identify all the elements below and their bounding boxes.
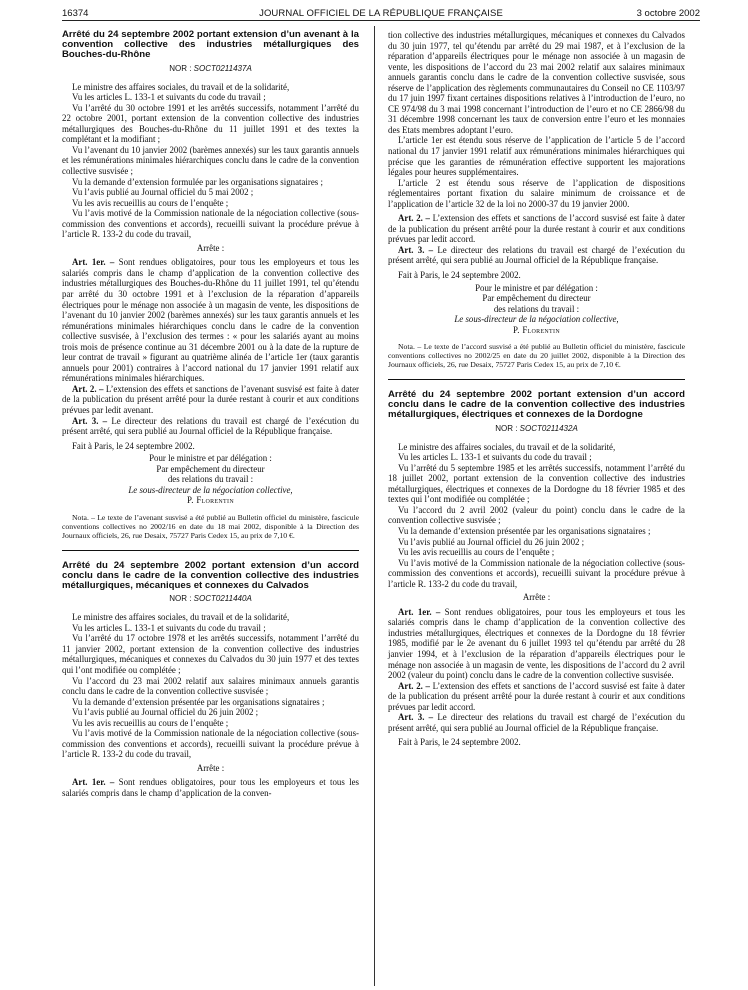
visa: Le ministre des affaires sociales, du travail et de la solidarité, — [398, 441, 616, 452]
visa: Vu l’avis motivé de la Commission nationale de la négociation collective (sous-commission des conventions et accords), recueilli suivant la procédure prévue à l’article R. 133-2 du code du travail, — [388, 557, 685, 589]
right-column — [388, 30, 685, 748]
article-2: Art. 2. – L’extension des effets et sanctions de l’accord susvisé est faite à dater de la publication du présent arrêté pour la durée restant à courir et aux conditions prévues par ledit accord. — [388, 680, 685, 712]
nor-reference: NOR : SOCT0211440A — [169, 594, 252, 604]
section-separator — [62, 550, 359, 551]
article-1: Art. 1er. – Sont rendues obligatoires, pour tous les employeurs et tous les salariés compris dans le champ d’application de la convention collective des industries métallurgiques, électriques et connexes de la Dordogne du 18 février 1985, modifié par le 2e avenant du 6 juillet 1993 tel qu’étendu par arrêté du 28 janvier 1994, et à l’exclusion de la réparation d’appareils électriques pour le ménage non associée à un magasin de vente, les dispositions de l’accord du 2 avril 2002 (valeur du point) conclu dans le cadre de la convention collective susvisée. — [388, 606, 685, 681]
column-divider — [374, 26, 375, 986]
article-2: Art. 2. – L’extension des effets et sanctions de l’accord susvisé est faite à dater de la publication du présent arrêté pour la durée restant à courir et aux conditions prévues par ledit accord. — [388, 213, 685, 245]
visa: Le ministre des affaires sociales, du travail et de la solidarité, — [72, 612, 290, 623]
arrete-title: Arrêté du 24 septembre 2002 portant extension d’un accord conclu dans le cadre de la convention collective des industries métallurgiques, mécaniques et connexes du Calvados — [62, 559, 359, 592]
visa: Vu l’arrêté du 30 octobre 1991 et les arrêtés successifs, notamment l’arrêté du 22 octobre 2001, portant extension de la convention collective des industries métallurgiques des Bouches-du-Rhône du 11 juillet 1991 et des textes la complétant et la modifiant ; — [62, 102, 359, 145]
arrete-bouches-du-rhone — [62, 30, 359, 541]
arrete-calvados — [62, 561, 359, 799]
arrete-calvados-continued — [388, 30, 685, 370]
visa: Vu l’arrêté du 5 septembre 1985 et les arrêtés successifs, notamment l’arrêté du 18 juillet 2002, portant extension de la convention collective des industries métallurgiques, électriques et connexes de la Dordogne du 18 février 1985 et des textes qui l’ont modifiée ou complétée ; — [388, 462, 685, 505]
header-rule — [62, 20, 700, 21]
article-1: Art. 1er. – Sont rendues obligatoires, pour tous les employeurs et tous les salariés compris dans le champ d’application de la convention collective des industries métallurgiques des Bouches-du-Rhône du 11 juillet 1991, tel qu’étendu par arrêté du 30 octobre 1991 et à l’exclusion de la réparation d’appareils électriques pour le ménage non associée à un magasin de vente, les dispositions de l’avenant du 10 janvier 2002 (barèmes annexés) sur les taux garantis annuels et les rémunérations minimales hiérarchiques conclu dans le cadre de la convention collective susvisée, à l’exclusion des termes : « pour les salariés ayant au moins trois mois de présence continue au 31 décembre 2001 ou à la date de la rupture de leur contrat de travail » figurant au quatrième alinéa de l’article 1er (taux garantis annuels pour 2001) contraires à l’accord national du 17 janvier 1991 relatif aux rémunérations minimales hiérarchiques. — [62, 257, 359, 384]
nor-reference: NOR : SOCT0211432A — [495, 423, 578, 433]
visa: Vu l’avis motivé de la Commission nationale de la négociation collective (sous-commission des conventions et accords), recueilli suivant la procédure prévue à l’article R. 133-2 du code du travail, — [62, 728, 359, 760]
page-number: 16374 — [62, 8, 89, 19]
visa: Vu l’avis publié au Journal officiel du 5 mai 2002 ; — [72, 187, 254, 198]
arrete-title: Arrêté du 24 septembre 2002 portant extension d’un accord conclu dans le cadre de la convention collective des industries métallurgiques, électriques et connexes de la Dordogne — [388, 389, 685, 421]
fait-a-paris: Fait à Paris, le 24 septembre 2002. — [72, 440, 195, 451]
article-3: Art. 3. – Le directeur des relations du travail est chargé de l’exécution du présent arrêté, qui sera publié au Journal officiel de la République française. — [388, 244, 685, 266]
visa: Vu l’avenant du 10 janvier 2002 (barèmes annexés) sur les taux garantis annuels et les rémunérations minimales hiérarchiques conclu dans le cadre de la convention collective susvisée ; — [62, 144, 359, 176]
article-1: Art. 1er. – Sont rendues obligatoires, pour tous les employeurs et tous les salariés compris dans le champ d’application de la conven- — [62, 777, 359, 799]
visa: Vu l’avis publié au Journal officiel du 26 juin 2002 ; — [72, 707, 259, 718]
visa: Vu l’arrêté du 17 octobre 1978 et les arrêtés successifs, notamment l’arrêté du 11 janvier 2002, portant extension de la convention collective des industries métallurgiques, mécaniques et connexes du Calvados du 30 juin 1977 et des textes qui l’ont modifiée ou complétée ; — [62, 633, 359, 675]
visa: Vu les articles L. 133-1 et suivants du code du travail ; — [72, 92, 266, 103]
issue-date: 3 octobre 2002 — [636, 8, 700, 19]
article-3: Art. 3. – Le directeur des relations du travail est chargé de l’exécution du présent arrêté, qui sera publié au Journal officiel de la République française. — [388, 712, 685, 733]
signature-block: Pour le ministre et par délégation : Par empêchement du directeur des relations du travail : Le sous-directeur de la négociation collective, P. Florentin — [128, 453, 293, 506]
visa: Vu l’avis motivé de la Commission nationale de la négociation collective (sous-commission des conventions et accords), recueilli suivant la procédure prévue à l’article R. 133-2 du code du travail, — [62, 208, 359, 240]
visa: Vu les articles L. 133-1 et suivants du code du travail ; — [398, 452, 592, 463]
arrete-heading: Arrête : — [522, 592, 551, 603]
nota: Nota. – Le texte de l’avenant susvisé a été publié au Bulletin officiel du ministère, fascicule conventions collectives no 2002/16 en date du 18 mai 2002, disponible à la Direction des Journaux officiels, 26, rue Desaix, 75727 Paris Cedex 15, au prix de 7,10 €. — [62, 512, 359, 540]
visa: Vu l’avis publié au Journal officiel du 26 juin 2002 ; — [398, 536, 585, 547]
arrete-heading: Arrête : — [196, 762, 225, 773]
visa: Vu l’accord du 2 avril 2002 (valeur du point) conclu dans le cadre de la convention collective susvisée ; — [388, 504, 685, 526]
article-1-paragraph: L’article 1er est étendu sous réserve de l’application de l’article 5 de l’accord national du 17 janvier 1991 relatif aux rémunérations minimales hiérarchiques qui précise que les garanties de rémunération effective supportent les majorations légales pour heures supplémentaires. — [388, 135, 685, 178]
article-2: Art. 2. – L’extension des effets et sanctions de l’avenant susvisé est faite à dater de la publication du présent arrêté pour la durée restant à courir et aux conditions prévues par ledit avenant. — [62, 383, 359, 416]
article-1-continued: tion collective des industries métallurgiques, mécaniques et connexes du Calvados du 30 juin 1977, tel qu’étendu par arrêté du 29 mai 1987, et à l’exclusion de la réparation d’appareils électriques pour le ménage non associée à un magasin de vente, les dispositions de l’accord du 23 mai 2002 relatif aux salaires minimaux annuels garantis conclu dans le cadre de la convention collective susvisée, sous réserve de l’application des règlements communautaires du Conseil no CE 1103/97 du 17 juin 1997 fixant certaines dispositions relatives à l’introduction de l’euro, no CE 974/98 du 3 mai 1998 concernant l’introduction de l’euro et no CE 2866/98 du 31 décembre 1998 concernant les taux de conversion entre l’euro et les monnaies des Etats membres adoptant l’euro. — [388, 30, 685, 135]
article-1-paragraph: L’article 2 est étendu sous réserve de l’application de dispositions réglementaires portant fixation du salaire minimum de croissance et de l’application de l’article 32 de la loi no 2000-37 du 19 janvier 2000. — [388, 177, 685, 209]
visa: Vu les avis recueillis au cours de l’enquête ; — [72, 717, 229, 728]
article-3: Art. 3. – Le directeur des relations du travail est chargé de l’exécution du présent arrêté, qui sera publié au Journal officiel de la République française. — [62, 415, 359, 437]
visa: Le ministre des affaires sociales, du travail et de la solidarité, — [72, 81, 290, 92]
arrete-title: Arrêté du 24 septembre 2002 portant extension d’un avenant à la convention collective des industries métallurgiques des Bouches-du-Rhône — [62, 29, 359, 61]
nor-reference: NOR : SOCT0211437A — [169, 63, 252, 73]
signature-block: Pour le ministre et par délégation : Par empêchement du directeur des relations du travail : Le sous-directeur de la négociation collective, P. Florentin — [454, 282, 619, 335]
journal-title: JOURNAL OFFICIEL DE LA RÉPUBLIQUE FRANÇAISE — [259, 8, 503, 19]
visa: Vu les articles L. 133-1 et suivants du code du travail ; — [72, 622, 266, 633]
arrete-dordogne — [388, 390, 685, 748]
left-column — [62, 30, 359, 799]
visa: Vu la demande d’extension présentée par les organisations signataires ; — [398, 526, 651, 537]
fait-a-paris: Fait à Paris, le 24 septembre 2002. — [398, 737, 521, 748]
fait-a-paris: Fait à Paris, le 24 septembre 2002. — [398, 270, 521, 281]
visa: Vu les avis recueillis au cours de l’enquête ; — [72, 197, 229, 208]
visa: Vu la demande d’extension formulée par les organisations signataires ; — [72, 176, 323, 187]
visa: Vu la demande d’extension présentée par les organisations signataires ; — [72, 696, 325, 707]
nota: Nota. – Le texte de l’accord susvisé a été publié au Bulletin officiel du ministère, fascicule conventions collectives no 2002/25 en date du 20 juillet 2002, disponible à la Direction des Journaux officiels, 26, rue Desaix, 75727 Paris Cedex 15, au prix de 7,10 €. — [388, 342, 685, 370]
visa: Vu les avis recueillis au cours de l’enquête ; — [398, 547, 555, 558]
visa: Vu l’accord du 23 mai 2002 relatif aux salaires minimaux annuels garantis conclu dans le cadre de la convention collective susvisée ; — [62, 675, 359, 697]
section-separator — [388, 379, 685, 380]
arrete-heading: Arrête : — [196, 242, 225, 253]
